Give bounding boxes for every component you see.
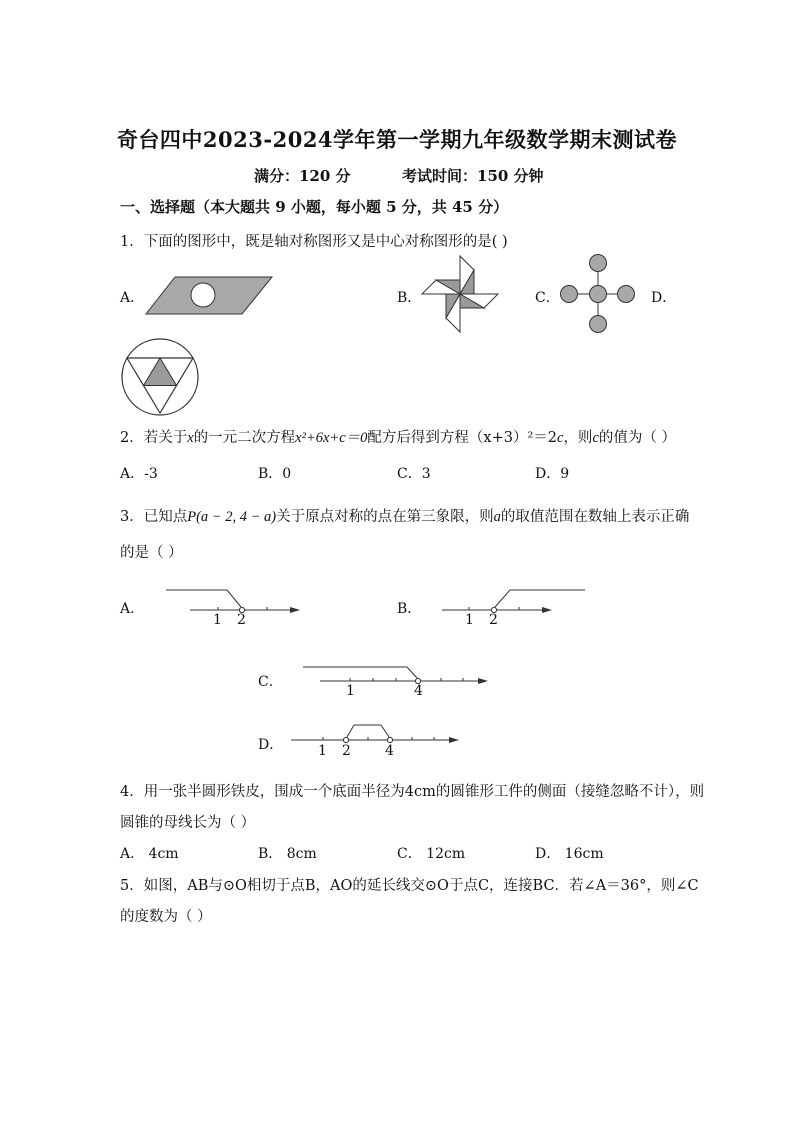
q2-option-a: A．-3 bbox=[120, 466, 158, 482]
q1-option-d-label: D． bbox=[651, 290, 677, 306]
q3-number-line-c bbox=[300, 660, 495, 690]
question-4-line-2: 圆锥的母线长为（ ） bbox=[120, 815, 256, 831]
question-3-line-2: 的是（ ） bbox=[120, 545, 183, 561]
question-5-line-2: 的度数为（ ） bbox=[120, 909, 212, 925]
q4-option-b: B． 8cm bbox=[258, 846, 317, 862]
q1-figure-a-parallelogram bbox=[145, 276, 275, 316]
q3-number-line-b bbox=[440, 585, 590, 615]
q2-option-c: C．3 bbox=[397, 466, 431, 482]
q1-figure-b-pinwheel bbox=[422, 256, 498, 332]
q3d-tick-2: 2 bbox=[342, 743, 351, 759]
q4-option-a: A． 4cm bbox=[120, 846, 179, 862]
q3-number-line-a bbox=[160, 585, 310, 615]
question-5-line-1: 5．如图，AB与⊙O相切于点B，AO的延长线交⊙O于点C，连接BC．若∠A＝36°，则∠C bbox=[120, 878, 699, 894]
q2-option-b: B．0 bbox=[258, 466, 292, 482]
question-1-stem: 1．下面的图形中，既是轴对称图形又是中心对称图形的是( ) bbox=[120, 234, 508, 250]
question-2-stem: 2．若关于x的一元二次方程x²+6x+c＝0配方后得到方程（x+3）²＝2c，则c的值为（ ） bbox=[120, 430, 676, 446]
page-title: 奇台四中2023-2024学年第一学期九年级数学期末测试卷 bbox=[116, 127, 678, 152]
q3a-tick-1: 1 bbox=[213, 612, 222, 628]
q3b-tick-1: 1 bbox=[465, 612, 474, 628]
q3c-tick-4: 4 bbox=[414, 683, 423, 699]
exam-time: 考试时间：150 分钟 bbox=[402, 167, 544, 185]
q3-option-b-label: B． bbox=[397, 601, 422, 617]
q3d-tick-4: 4 bbox=[385, 743, 394, 759]
q1-option-b-label: B． bbox=[397, 290, 422, 306]
q1-figure-c-circles-cross bbox=[560, 254, 636, 334]
question-3-line-1: 3．已知点P(a − 2, 4 − a)关于原点对称的点在第三象限，则a的取值范围在数轴上表示正确 bbox=[120, 509, 690, 525]
q3d-tick-1: 1 bbox=[318, 743, 327, 759]
full-score: 满分：120 分 bbox=[254, 167, 351, 185]
section-heading: 一、选择题（本大题共 9 小题，每小题 5 分，共 45 分） bbox=[120, 198, 509, 216]
q3a-tick-2: 2 bbox=[237, 612, 246, 628]
question-4-line-1: 4．用一张半圆形铁皮，围成一个底面半径为4cm的圆锥形工件的侧面（接缝忽略不计），则 bbox=[120, 784, 705, 800]
q3-option-a-label: A． bbox=[120, 601, 145, 617]
q4-option-c: C． 12cm bbox=[397, 846, 466, 862]
q1-option-a-label: A． bbox=[120, 290, 145, 306]
q4-option-d: D． 16cm bbox=[535, 846, 604, 862]
q1-option-c-label: C． bbox=[535, 290, 560, 306]
q2-option-d: D．9 bbox=[535, 466, 570, 482]
q1-figure-d-circle-triangles bbox=[121, 338, 199, 416]
q3-option-c-label: C． bbox=[258, 674, 283, 690]
q3b-tick-2: 2 bbox=[489, 612, 498, 628]
q3-number-line-d bbox=[290, 720, 465, 750]
q3-option-d-label: D． bbox=[258, 737, 284, 753]
q3c-tick-1: 1 bbox=[346, 683, 355, 699]
